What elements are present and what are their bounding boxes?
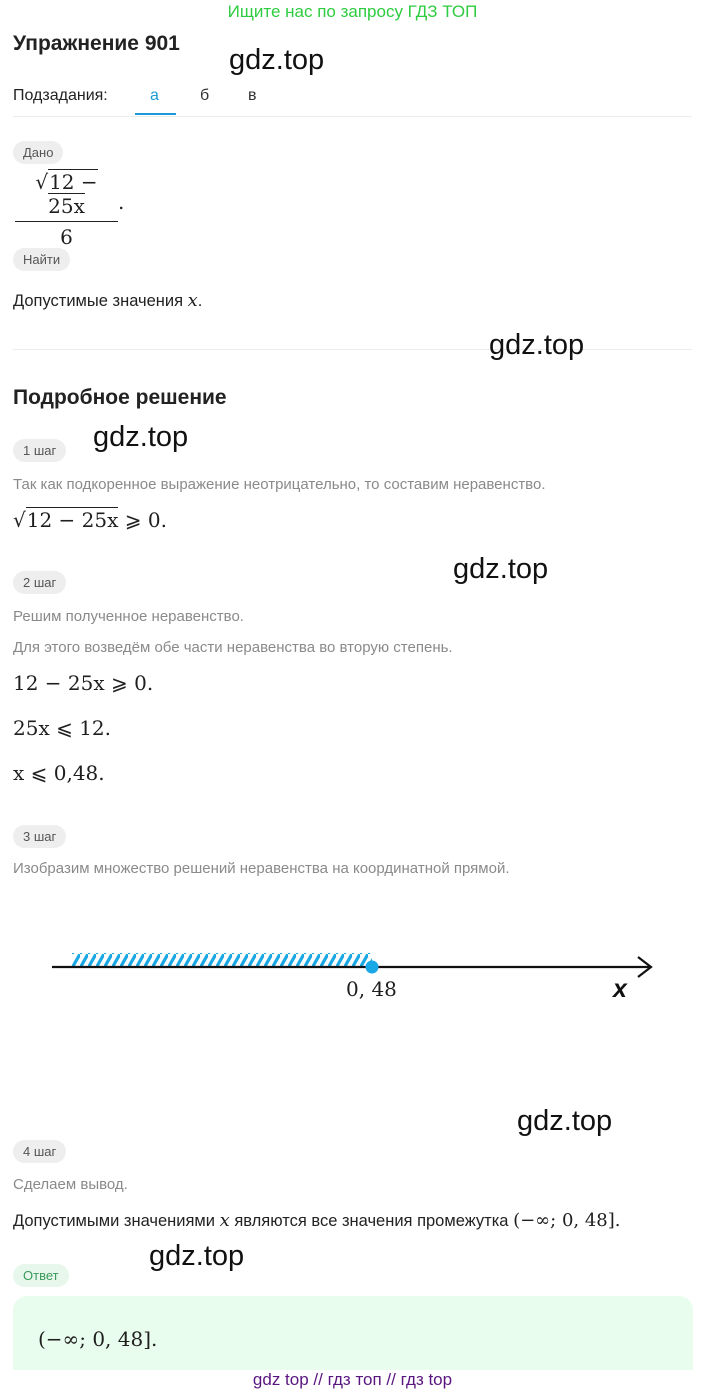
subtasks-label: Подзадания: [13, 87, 108, 104]
axis-label: x [613, 975, 627, 1003]
conclusion-variable: x [219, 1210, 230, 1231]
given-chip: Дано [13, 141, 63, 164]
active-tab-indicator [135, 113, 176, 115]
answer-value: (−∞; 0, 48]. [38, 1327, 158, 1351]
watermark: gdz.top [453, 553, 549, 585]
find-chip: Найти [13, 248, 70, 271]
step1-radicand: 12 − 25x [26, 508, 119, 532]
conclusion-a: Допустимыми значениями [13, 1212, 220, 1230]
step4-text: Сделаем вывод. [13, 1176, 128, 1193]
step3-chip: 3 шаг [13, 825, 66, 848]
step1-rest: ⩾ 0. [118, 508, 167, 532]
fraction-numerator [15, 170, 118, 222]
tab-v[interactable]: в [248, 87, 257, 104]
conclusion-interval: (−∞; 0, 48]. [513, 1210, 621, 1231]
find-variable: x [187, 290, 198, 311]
step2-eq3: x ⩽ 0,48. [13, 761, 105, 785]
given-fraction [15, 170, 118, 249]
watermark: gdz.top [149, 1240, 245, 1272]
step2-chip: 2 шаг [13, 571, 66, 594]
step4-conclusion [13, 1210, 621, 1231]
step2-eq1: 12 − 25x ⩾ 0. [13, 671, 154, 695]
promo-banner[interactable]: Ищите нас по запросу ГДЗ ТОП [227, 2, 478, 21]
solution-title: Подробное решение [13, 386, 227, 409]
sqrt-sign: √ [13, 508, 26, 532]
divider [13, 349, 692, 350]
divider [13, 116, 692, 117]
fraction-denominator: 6 [60, 225, 73, 249]
answer-chip: Ответ [13, 1264, 69, 1287]
find-text [13, 290, 202, 311]
given-trail: . [118, 190, 125, 214]
watermark: gdz.top [517, 1105, 613, 1137]
watermark: gdz.top [229, 44, 325, 76]
step2-text1: Решим полученное неравенство. [13, 608, 244, 625]
solution-hatching [72, 953, 372, 966]
watermark: gdz.top [489, 329, 585, 361]
step3-text: Изобразим множество решений неравенства на координатной прямой. [13, 860, 510, 877]
tab-a[interactable]: а [150, 87, 159, 104]
watermark: gdz.top [93, 421, 189, 453]
tab-b[interactable]: б [200, 87, 210, 104]
number-line [0, 940, 705, 1010]
find-label: Допустимые значения [13, 292, 188, 310]
find-trail: . [197, 292, 203, 310]
step2-eq2: 25x ⩽ 12. [13, 716, 112, 740]
step1-text: Так как подкоренное выражение неотрицательно, то составим неравенство. [13, 476, 546, 493]
page-title: Упражнение 901 [13, 32, 180, 55]
step1-inequality [13, 508, 167, 532]
radicand: 12 − 25x [48, 170, 98, 218]
step4-chip: 4 шаг [13, 1140, 66, 1163]
point-label: 0, 48 [346, 977, 397, 1001]
step1-chip: 1 шаг [13, 439, 66, 462]
step2-text2: Для этого возведём обе части неравенства во вторую степень. [13, 639, 453, 656]
footer-links[interactable]: gdz top // гдз топ // гдз top [252, 1370, 453, 1389]
sqrt-sign: √ [35, 170, 49, 194]
closed-point [366, 961, 379, 974]
conclusion-b: являются все значения промежутка [229, 1212, 514, 1230]
